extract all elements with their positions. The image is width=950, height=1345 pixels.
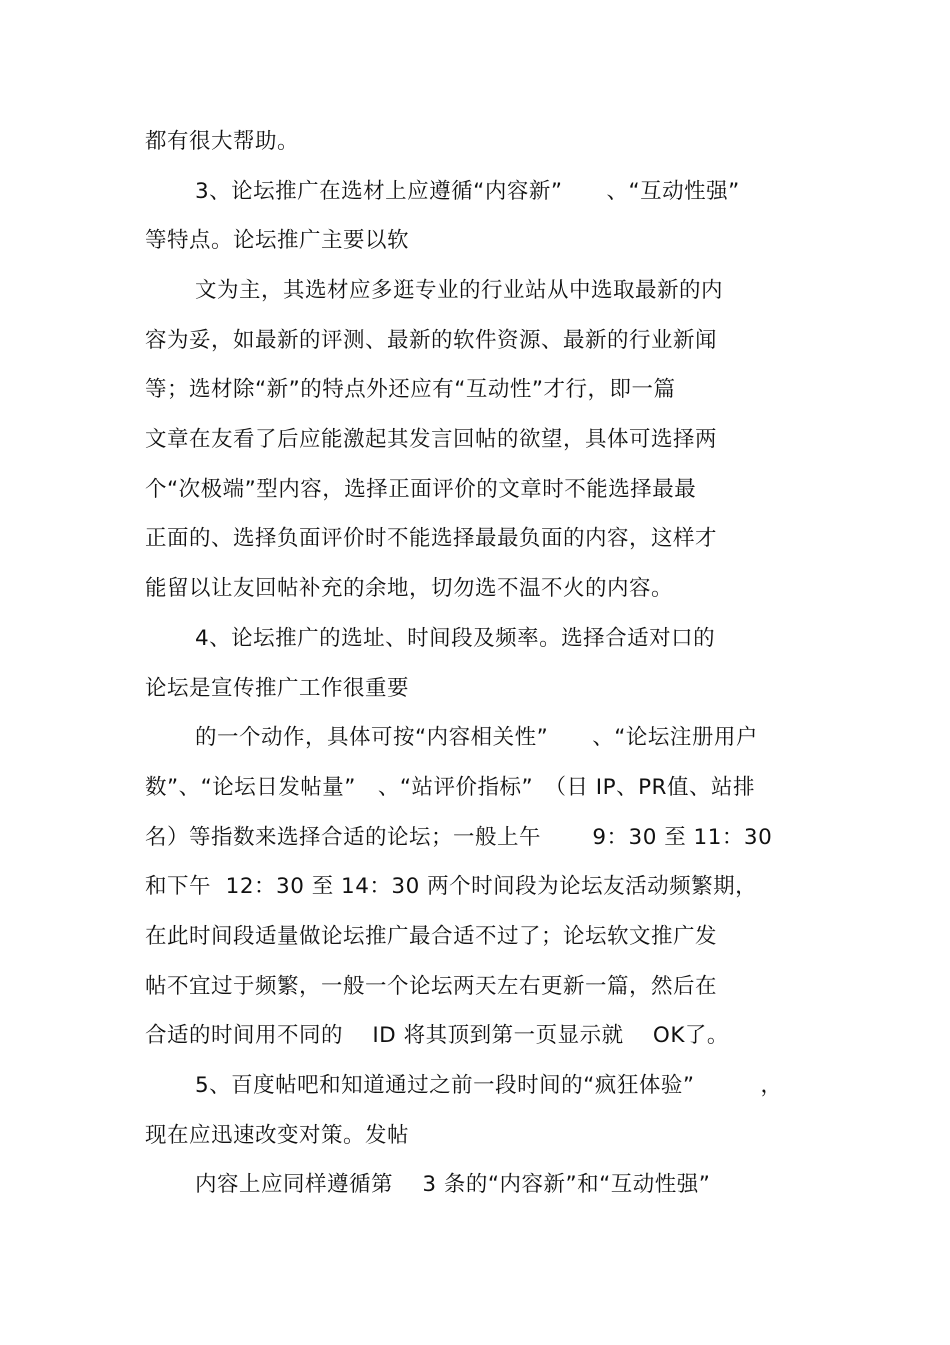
text-line: 名）等指数来选择合适的论坛；一般上午 9：30 至 11：30 <box>145 825 773 850</box>
text-line: 帖不宜过于频繁，一般一个论坛两天左右更新一篇，然后在 <box>145 974 718 999</box>
text-line: 内容上应同样遵循第 3 条的“内容新”和“互动性强” <box>195 1172 711 1197</box>
text-line: 合适的时间用不同的 ID 将其顶到第一页显示就 OK了。 <box>145 1023 729 1048</box>
text-line: 等特点。论坛推广主要以软 <box>145 228 410 253</box>
text-line: 论坛是宣传推广工作很重要 <box>145 676 410 701</box>
text-line: 数”、“论坛日发帖量” 、“站评价指标” （日 IP、PR值、站排 <box>145 775 755 800</box>
text-line: 等；选材除“新”的特点外还应有“互动性”才行，即一篇 <box>145 377 676 402</box>
text-line: 5、百度帖吧和知道通过之前一段时间的“疯狂体验” ， <box>195 1073 783 1098</box>
text-line: 现在应迅速改变对策。发帖 <box>145 1123 410 1148</box>
text-line: 3、论坛推广在选材上应遵循“内容新” 、“互动性强” <box>195 179 740 204</box>
text-line: 文为主，其选材应多逛专业的行业站从中选取最新的内 <box>195 278 724 303</box>
text-line: 4、论坛推广的选址、时间段及频率。选择合适对口的 <box>195 626 716 651</box>
text-line: 正面的、选择负面评价时不能选择最最负面的内容，这样才 <box>145 526 718 551</box>
text-line: 个“次极端”型内容，选择正面评价的文章时不能选择最最 <box>145 477 697 502</box>
text-line: 和下午 12：30 至 14：30 两个时间段为论坛友活动频繁期， <box>145 874 758 899</box>
text-line: 容为妥，如最新的评测、最新的软件资源、最新的行业新闻 <box>145 328 718 353</box>
text-line: 文章在友看了后应能激起其发言回帖的欲望，具体可选择两 <box>145 427 718 452</box>
text-line: 都有很大帮助。 <box>145 129 300 154</box>
text-line: 能留以让友回帖补充的余地，切勿选不温不火的内容。 <box>145 576 674 601</box>
text-line: 的一个动作，具体可按“内容相关性” 、“论坛注册用户 <box>195 725 758 750</box>
text-line: 在此时间段适量做论坛推广最合适不过了；论坛软文推广发 <box>145 924 718 949</box>
